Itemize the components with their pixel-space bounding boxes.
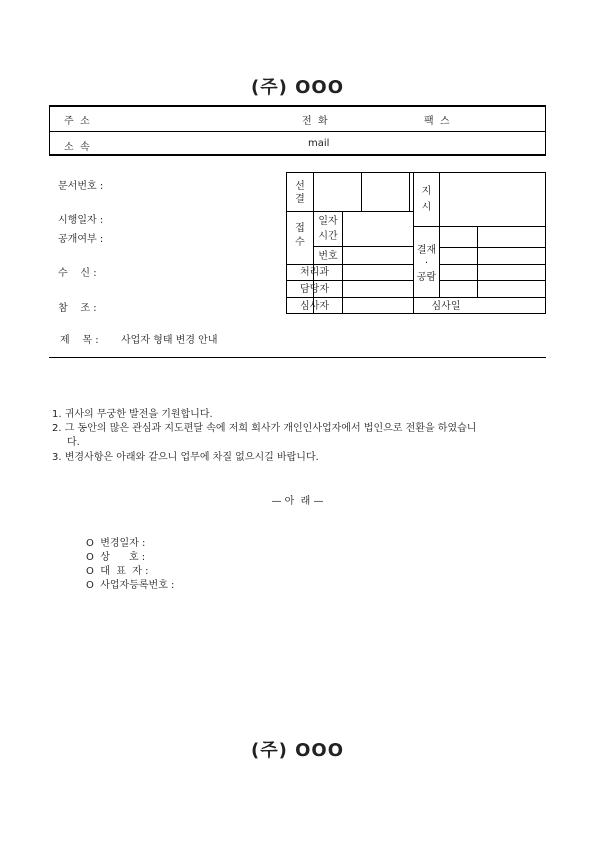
item-business-reg-no: O 사업자등록번호 : xyxy=(86,580,175,591)
subject-rule xyxy=(49,357,546,358)
approval-cheorigwa: 처리과 xyxy=(300,267,329,278)
fax-label: 팩 스 xyxy=(424,116,450,127)
approval-grid xyxy=(286,172,546,314)
grid-vline xyxy=(409,173,410,211)
reference-label: 참 조 : xyxy=(58,303,97,314)
body-line-2-cont: 다. xyxy=(67,437,80,448)
grid-hline xyxy=(439,264,545,265)
grid-hline xyxy=(287,280,413,281)
grid-hline xyxy=(413,226,545,227)
body-line-2: 2. 그 동안의 많은 관심과 지도편달 속에 저희 회사가 개인인사업자에서 법인으로 전환을 하였습니 xyxy=(52,423,477,434)
grid-hline xyxy=(287,264,413,265)
body-line-1: 1. 귀사의 무궁한 발전을 기원합니다. xyxy=(52,409,213,420)
approval-si: 시 xyxy=(421,202,432,213)
dept-label: 소 속 xyxy=(64,142,90,153)
approval-su: 수 xyxy=(295,237,305,248)
grid-hline xyxy=(439,280,545,281)
doc-number-label: 문서번호 : xyxy=(58,181,104,192)
recipient-label: 수 신 : xyxy=(58,268,97,279)
grid-vline xyxy=(361,173,362,211)
approval-dot: · xyxy=(424,258,429,269)
body-line-3: 3. 변경사항은 아래와 같으니 업무에 차질 없으시길 바랍니다. xyxy=(52,452,319,463)
below-heading: — 아 래 — xyxy=(271,496,324,507)
subject-value: 사업자 형태 변경 안내 xyxy=(121,335,218,346)
grid-vline xyxy=(439,173,440,297)
mail-label: mail xyxy=(308,138,330,149)
item-trade-name: O 상 호 : xyxy=(86,552,146,563)
approval-jeop: 접 xyxy=(295,223,305,234)
contact-divider xyxy=(50,131,545,132)
grid-hline xyxy=(287,297,545,298)
approval-gongram: 공람 xyxy=(416,272,437,283)
grid-vline xyxy=(342,211,343,264)
grid-hline xyxy=(287,211,413,212)
item-representative: O 대 표 자 : xyxy=(86,566,149,577)
company-title: (주) OOO xyxy=(250,77,344,98)
approval-gyeol: 결 xyxy=(295,194,305,205)
address-label: 주 소 xyxy=(64,116,90,127)
subject-label: 제 목 : xyxy=(60,335,99,346)
grid-hline xyxy=(313,246,413,247)
grid-hline xyxy=(439,247,545,248)
approval-simsaja: 심사자 xyxy=(300,301,329,312)
item-change-date: O 변경일자 : xyxy=(86,538,146,549)
approval-beonho: 번호 xyxy=(318,251,338,262)
approval-ji: 지 xyxy=(421,186,432,197)
disclosure-label: 공개여부 : xyxy=(58,234,104,245)
approval-damdangja: 담당자 xyxy=(300,284,329,295)
approval-sigan: 시간 xyxy=(318,231,338,242)
enforce-date-label: 시행일자 : xyxy=(58,215,104,226)
approval-seon: 선 xyxy=(295,181,305,192)
approval-gyeoljae: 결재 xyxy=(416,245,437,256)
footer-company-title: (주) OOO xyxy=(250,740,344,761)
approval-ilja: 일자 xyxy=(318,216,338,227)
grid-vline xyxy=(342,264,343,313)
phone-label: 전 화 xyxy=(302,116,328,127)
approval-simsail: 심사일 xyxy=(431,301,461,312)
grid-vline xyxy=(477,226,478,298)
